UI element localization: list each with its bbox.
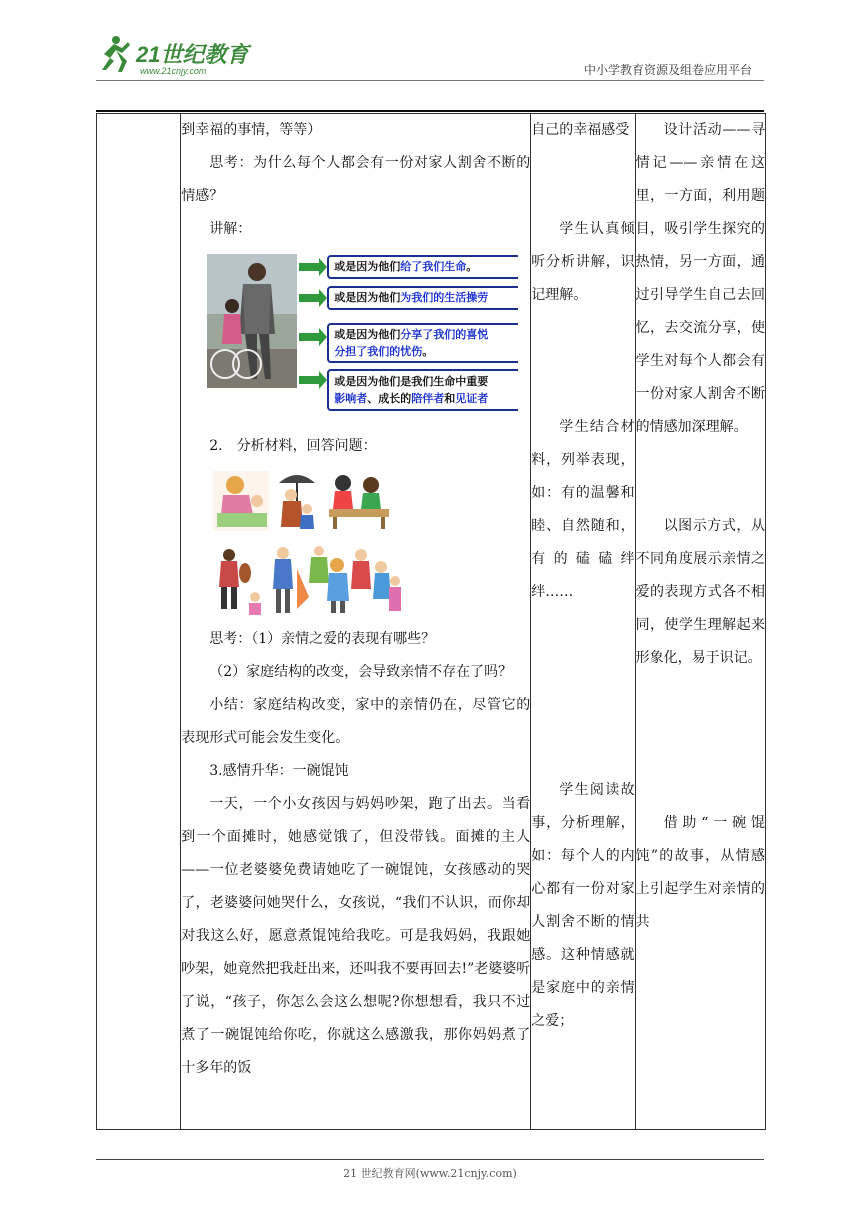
footer-text: 21 世纪教育网(www.21cnjy.com) (343, 1167, 517, 1180)
cartoon-walk-icon (273, 547, 309, 613)
cartoon-scold-icon (351, 549, 401, 611)
logo-url: www.21cnjy.com (140, 66, 207, 76)
design-text-3: 借助“一碗馄饨”的故事，从情感上引起学生对亲情的共 (635, 815, 765, 930)
student-text-1: 自己的幸福感受 (531, 122, 630, 138)
wonton-story: 一天，一个小女孩因与妈妈吵架，跑了出去。当看到一个面摊时，她感觉饿了，但没带钱。面摊的主人——一位老婆婆免费请她吃了一碗馄饨，女孩感动的哭了，老婆婆问她哭什么，女孩说，“我们不认识，而你却对我这么好，愿意煮馄饨给我吃。可是我妈妈，我跟她吵架，她竟然把我赶出来，还叫我不要再回去!”老婆婆听了说，“孩子，你怎么会这么想呢?你想想看，我只不过煮了一碗馄饨给你吃，你就这么感激我，那你妈妈煮了十多年的饭 (181, 796, 531, 1076)
student-text-3: 学生结合材料，列举表现，如：有的温馨和睦、自然随和，有的磕磕绊绊…… (531, 419, 635, 600)
cartoon-music-icon (219, 549, 261, 615)
table-top-rule (96, 110, 764, 112)
think-question-2: （2）家庭结构的改变，会导致亲情不存在了吗？ (209, 664, 513, 680)
cartoon-umbrella-icon (279, 475, 315, 529)
student-activity-cell (531, 114, 635, 1130)
logo-text: 21世纪教育 (136, 42, 249, 67)
summary-text: 小结：家庭结构改变，家中的亲情仍在，尽管它的表现形式可能会发生变化。 (181, 697, 531, 746)
family-cartoons (213, 469, 530, 619)
explain-label: 讲解： (209, 221, 252, 237)
lesson-table (96, 113, 766, 1130)
question-why: 思考：为什么每个人都会有一份对家人割舍不断的情感？ (181, 155, 531, 204)
student-text-2: 学生认真倾听分析讲解，识记理解。 (531, 221, 635, 303)
design-intent-cell (635, 114, 765, 1130)
site-logo (96, 32, 266, 78)
cartoon-care-icon (213, 471, 269, 531)
cartoon-illustrations (213, 469, 403, 619)
cartoon-family-icon (309, 546, 349, 613)
student-text-4: 学生阅读故事，分析理解，如：每个人的内心都有一份对家人割舍不断的情感。这种情感就是家庭中的亲情之爱； (531, 782, 635, 1029)
platform-name: 中小学教育资源及组卷应用平台 (583, 63, 752, 77)
design-text-1: 设计活动——寻情记——亲情在这里，一方面，利用题目，吸引学生探究的热情，另一方面，通过引导学生自己去回忆，去交流分享，使学生对每个人都会有一份对家人割舍不断的情感加深理解。 (635, 122, 765, 435)
think-question-1: 思考：（1）亲情之爱的表现有哪些？ (209, 631, 436, 647)
teacher-activity-cell (181, 114, 531, 1130)
text-fragment: 到幸福的事情，等等） (181, 122, 322, 138)
footer-divider (96, 1159, 764, 1160)
section-2-heading: 2. 分析材料，回答问题： (209, 438, 377, 454)
slide-item-1: 或是因为他们给了我们生命。 (334, 260, 478, 273)
section-3-heading: 3.感情升华：一碗馄饨 (209, 763, 349, 779)
slide-item-3: 或是因为他们分享了我们的喜悦 分担了我们的忧伤。 (334, 328, 489, 358)
stage-cell (97, 114, 181, 1130)
explanation-slide (207, 254, 518, 420)
slide-item-2: 或是因为他们为我们的生活操劳 (334, 291, 489, 304)
cartoon-study-icon (325, 471, 391, 529)
design-text-2: 以图示方式，从不同角度展示亲情之爱的表现方式各不相同，使学生理解起来形象化，易于识记。 (635, 518, 765, 666)
slide-item-4: 或是因为他们是我们生命中重要 影响者、成长的陪伴者和见证者 (334, 375, 489, 405)
header-divider (96, 80, 764, 81)
